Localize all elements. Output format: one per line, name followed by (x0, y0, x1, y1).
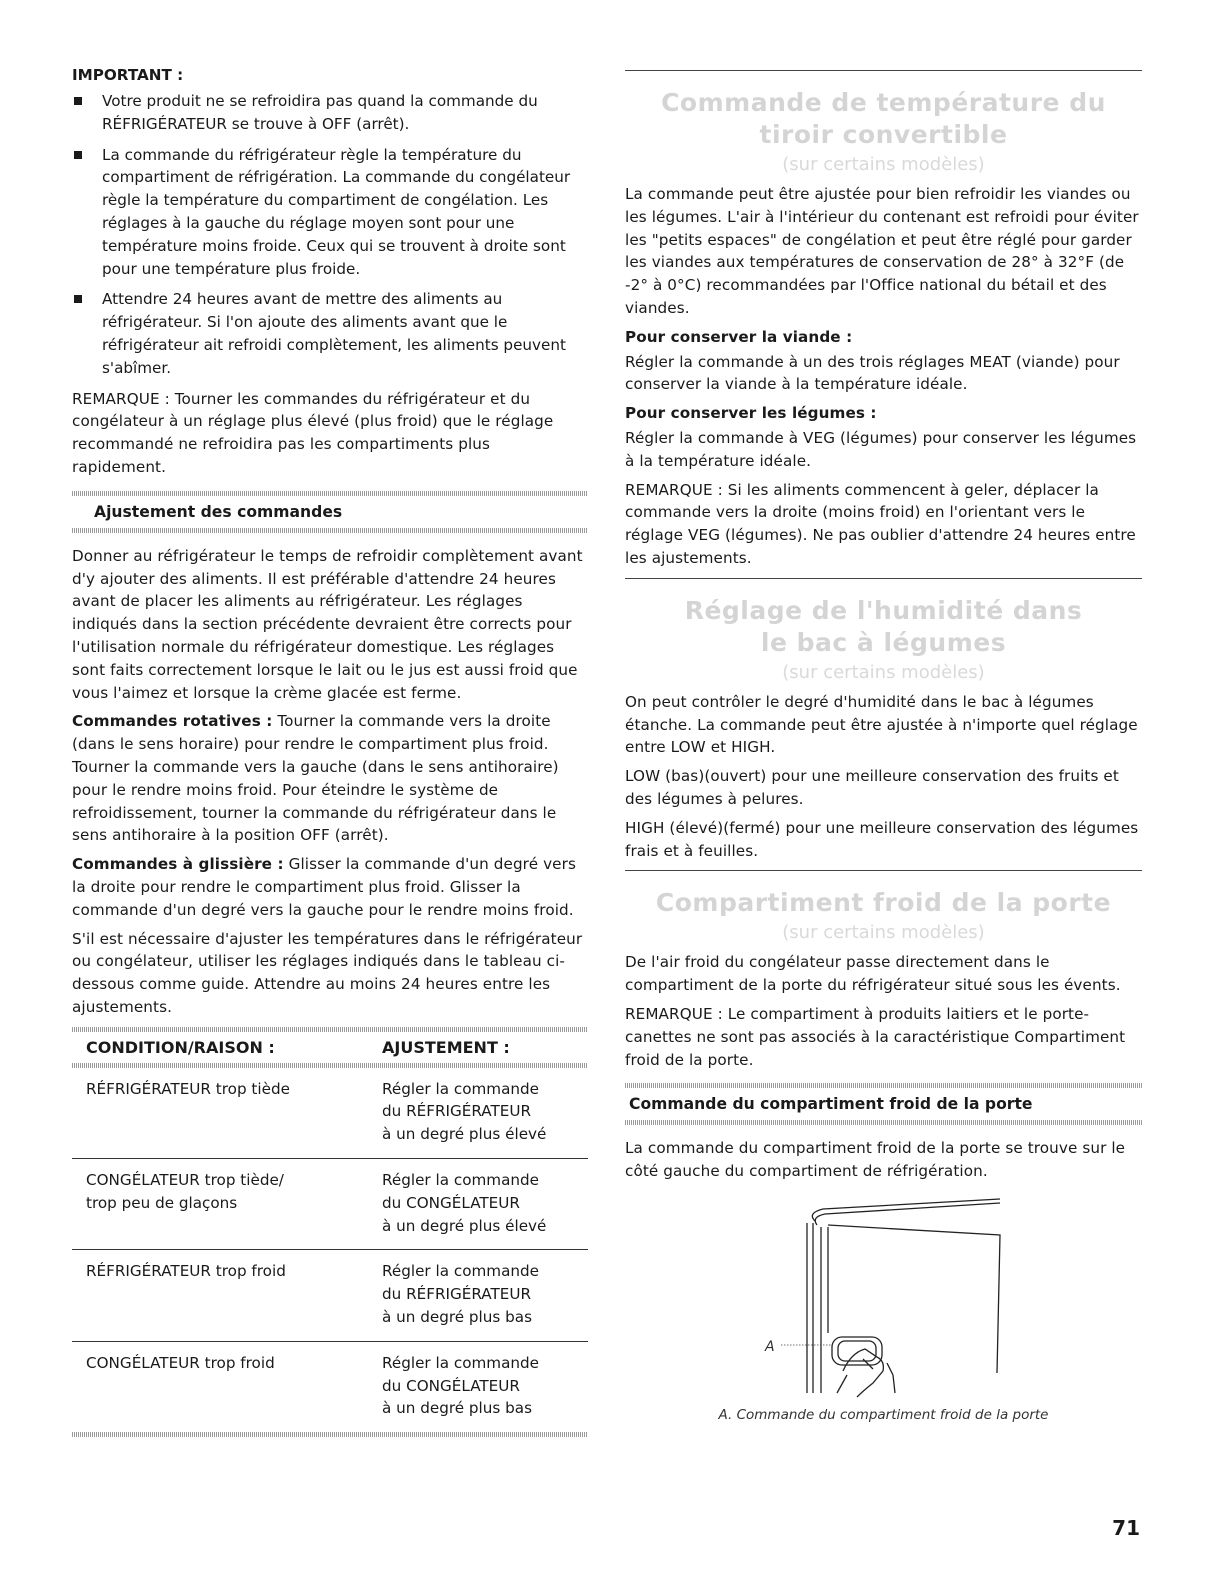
section-title-adjust: Ajustement des commandes (94, 502, 343, 521)
important-list (72, 90, 588, 380)
list-item: Attendre 24 heures avant de mettre des aliments au réfrigérateur. Si l'on ajoute des aliments avant que le réfrigérateur ait refroidi complètement, les aliments peuvent s'abîmer. (72, 288, 588, 379)
section-title-door: Compartiment froid de la porte (655, 888, 1112, 918)
table-header-row (72, 1032, 588, 1063)
right-column (625, 70, 1142, 1423)
meat-heading: Pour conserver la viande : (625, 327, 853, 346)
veg-paragraph: Régler la commande à VEG (légumes) pour conserver les légumes à la température idéale. (625, 428, 1137, 470)
list-item: Votre produit ne se refroidira pas quand la commande du RÉFRIGÉRATEUR se trouve à OFF (arrêt). (72, 90, 588, 136)
hatch-divider (625, 1120, 1142, 1125)
door-note-paragraph: REMARQUE : Le compartiment à produits laitiers et le porte-canettes ne sont pas associés à la caractéristique Compartiment froid de la porte. (625, 1004, 1126, 1069)
figure-caption: A. Commande du compartiment froid de la porte (718, 1406, 1049, 1423)
section-title-drawer: Commande de température du tiroir convertible (661, 88, 1106, 149)
models-note: (sur certains modèles) (782, 154, 985, 175)
models-note: (sur certains modèles) (782, 922, 985, 944)
models-note: (sur certains modèles) (782, 661, 985, 683)
rotary-paragraph: Commandes rotatives : Tourner la commande vers la droite (dans le sens horaire) pour rendre le compartiment plus froid. Tourner la commande vers la gauche (dans le sens antihoraire) pour le rendre moins froid. Pour éteindre le système de refroidissement, tourner la commande du réfrigérateur dans le sens antihoraire à la position OFF (arrêt). (72, 712, 559, 845)
table-row: RÉFRIGÉRATEUR trop froid Régler la commande du RÉFRIGÉRATEUR à un degré plus bas (72, 1250, 588, 1341)
door-paragraph: De l'air froid du congélateur passe directement dans le compartiment de la porte du réfrigérateur situé sous les évents. (625, 953, 1121, 995)
condition-table (72, 1032, 588, 1433)
humidity-paragraph: On peut contrôler le degré d'humidité dans le bac à légumes étanche. La commande peut être ajustée à n'importe quel réglage entre LOW et HIGH. (625, 692, 1138, 757)
door-control-paragraph: La commande du compartiment froid de la porte se trouve sur le côté gauche du compartiment de réfrigération. (625, 1139, 1126, 1181)
veg-heading: Pour conserver les légumes : (625, 404, 877, 423)
section-title-door-control: Commande du compartiment froid de la porte (629, 1095, 1033, 1114)
adjust-section-header (72, 491, 588, 533)
left-column (72, 64, 588, 1437)
section-title-humidity: Réglage de l'humidité dans le bac à légumes (684, 595, 1083, 657)
table-header-condition: CONDITION/RAISON : (86, 1037, 275, 1057)
table-row: CONGÉLATEUR trop froid Régler la commande du CONGÉLATEUR à un degré plus bas (86, 1353, 539, 1418)
door-control-section-header (625, 1083, 1142, 1125)
note-label: REMARQUE : (72, 389, 170, 408)
adjust-intro-paragraph: Donner au réfrigérateur le temps de refroidir complètement avant d'y ajouter des aliments. Il est préférable d'attendre 24 heures avant de placer les aliments au réfrigérateur. Les réglages indiqués dans la section précédente devraient être corrects pour l'utilisation normale du réfrigérateur domestique. Les réglages sont faits correctement lorsque le lait ou le jus est aussi froid que vous l'aimez et lorsque la crème glacée est ferme. (72, 546, 583, 702)
refrigerator-illustration (625, 1193, 1142, 1403)
adjust-guide-paragraph: S'il est nécessaire d'ajuster les températures dans le réfrigérateur ou congélateur, utiliser les réglages indiqués dans le tableau ci-dessous comme guide. Attendre au moins 24 heures entre les ajustements. (72, 929, 583, 1016)
hatch-divider (72, 1432, 588, 1437)
table-row: CONGÉLATEUR trop tiède/ trop peu de glaçons Régler la commande du CONGÉLATEUR à un degré plus élevé (72, 1159, 588, 1250)
hatch-divider (72, 528, 588, 533)
important-label: IMPORTANT : (72, 66, 184, 84)
drawer-note-paragraph: REMARQUE : Si les aliments commencent à geler, déplacer la commande vers la droite (moins froid) en l'orientant vers le réglage VEG (légumes). Ne pas oublier d'attendre 24 heures entre les ajustements. (625, 480, 1136, 567)
table-header-adjust: AJUSTEMENT : (382, 1037, 510, 1057)
low-paragraph: LOW (bas)(ouvert) pour une meilleure conservation des fruits et des légumes à pelures. (625, 767, 1119, 808)
table-row: RÉFRIGÉRATEUR trop tiède Régler la commande du RÉFRIGÉRATEUR à un degré plus élevé (72, 1068, 588, 1159)
high-paragraph: HIGH (élevé)(fermé) pour une meilleure conservation des légumes frais et à feuilles. (625, 818, 1139, 860)
slide-paragraph: Commandes à glissière : Glisser la commande d'un degré vers la droite pour rendre le compartiment plus froid. Glisser la commande d'un degré vers la gauche pour le rendre moins froid. (72, 855, 576, 919)
drawer-paragraph: La commande peut être ajustée pour bien refroidir les viandes ou les légumes. L'air à l'intérieur du contenant est refroidi pour éviter les "petits espaces" de congélation et peut être réglé pour garder les viandes aux températures de conservation de 28° à 32°F (de -2° à 0°C) recommandées par l'Office national du bétail et des viandes. (625, 185, 1139, 317)
note-paragraph: REMARQUE : Tourner les commandes du réfrigérateur et du congélateur à un réglage plus élevé (plus froid) que le réglage recommandé ne refroidira pas les compartiments plus rapidement. (72, 389, 554, 476)
door-control-figure (625, 1193, 1142, 1403)
page-number: 71 (1112, 1516, 1140, 1540)
figure-label-a: A (765, 1338, 775, 1355)
meat-paragraph: Régler la commande à un des trois réglages MEAT (viande) pour conserver la viande à la température idéale. (625, 352, 1120, 394)
list-item: La commande du réfrigérateur règle la température du compartiment de réfrigération. La commande du congélateur règle la température du compartiment de congélation. Les réglages à la gauche du réglage moyen sont pour une température moins froide. Ceux qui se trouvent à droite sont pour une température plus froide. (72, 144, 588, 281)
